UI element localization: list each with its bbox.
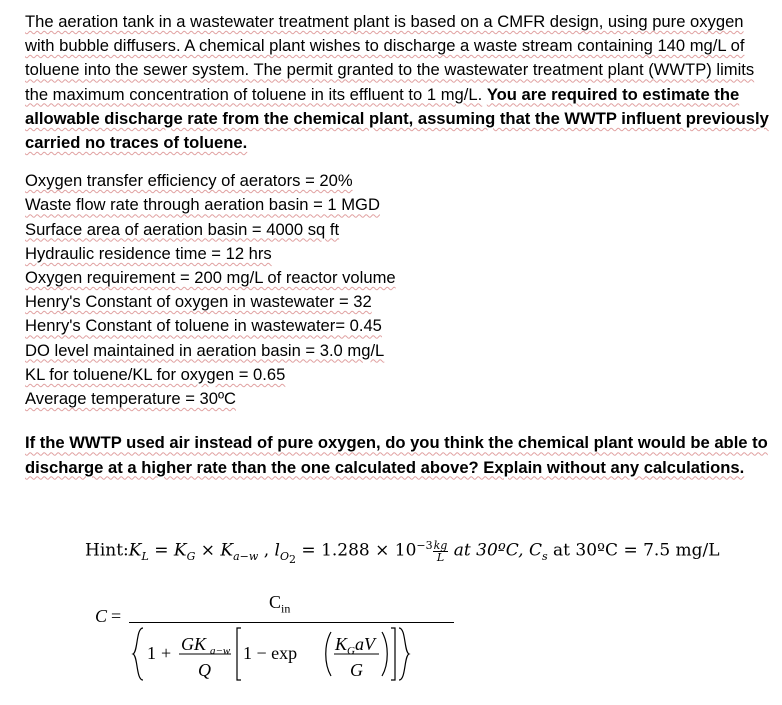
formula-denominator <box>131 624 461 684</box>
formula-kg: K <box>335 634 348 654</box>
param-item: Oxygen transfer efficiency of aerators = 20% <box>25 171 353 191</box>
right-brace <box>399 628 409 680</box>
param-item: KL for toluene/KL for oxygen = 0.65 <box>25 364 286 384</box>
formula-kg-sub: G <box>347 645 355 657</box>
formula-av: aV <box>355 634 375 654</box>
param-item: Waste flow rate through aeration basin = 1 MGD <box>25 195 380 215</box>
concentration-formula: C = $C_{in}$ 1 + GK a−w Q 1 − exp K G aV G <box>95 592 455 692</box>
formula-exp: 1 − exp <box>243 643 298 663</box>
param-item: DO level maintained in aeration basin = 3.0 mg/L <box>25 340 385 360</box>
fraction-bar <box>129 622 454 623</box>
problem-statement <box>25 10 773 155</box>
formula-q: Q <box>198 660 211 680</box>
hint-equation: $Hint:K_L = K_G \times K_{a-w}$ , $l_{O_2} = 1.288 \times 10^{-3}$ $\frac{kg}{L}$ at 30ºC, $C_s$ at 30ºC = 7.5 mg/L <box>85 538 720 567</box>
param-item: Henry's Constant of toluene in wastewater= 0.45 <box>25 316 382 336</box>
left-bracket <box>237 628 241 680</box>
formula-gk-sub: a−w <box>210 645 231 657</box>
document-body <box>25 10 773 497</box>
left-paren <box>326 632 331 676</box>
parameter-list <box>25 169 773 411</box>
param-item: Henry's Constant of oxygen in wastewater = 32 <box>25 292 372 312</box>
formula-numerator: $C_{in}$ <box>269 592 291 616</box>
param-item: Hydraulic residence time = 12 hrs <box>25 243 272 263</box>
intro-text: The aeration tank in a wastewater treatment plant is based on a CMFR design, using pure oxygen with bubble diffusers. A chemical plant wishes to discharge a waste stream containing 140 mg/L of toluene into the sewer system. The permit granted to the wastewater treatment plant (WWTP) limits the maximum concentration of toluene in its effluent to 1 mg/L. <box>25 12 755 104</box>
formula-g: G <box>350 660 363 680</box>
param-item: Oxygen requirement = 200 mg/L of reactor volume <box>25 268 396 288</box>
left-brace <box>133 628 143 680</box>
question: If the WWTP used air instead of pure oxygen, do you think the chemical plant would be able to discharge at a higher rate than the one calculated above? Explain without any calculations. <box>25 433 768 477</box>
formula-one: 1 <box>147 643 156 663</box>
param-item: Average temperature = 30ºC <box>25 389 236 409</box>
unit-fraction: $\frac{kg}{L}$ <box>433 538 448 564</box>
right-paren <box>382 632 387 676</box>
formula-plus: + <box>161 643 172 663</box>
intro-task: You are required to estimate the allowable discharge rate from the chemical plant, assuming that the WWTP influent previously carried no traces of toluene. <box>25 84 769 153</box>
formula-gk: GK <box>181 634 207 654</box>
param-item: Surface area of aeration basin = 4000 sq ft <box>25 219 340 239</box>
right-bracket <box>391 628 395 680</box>
